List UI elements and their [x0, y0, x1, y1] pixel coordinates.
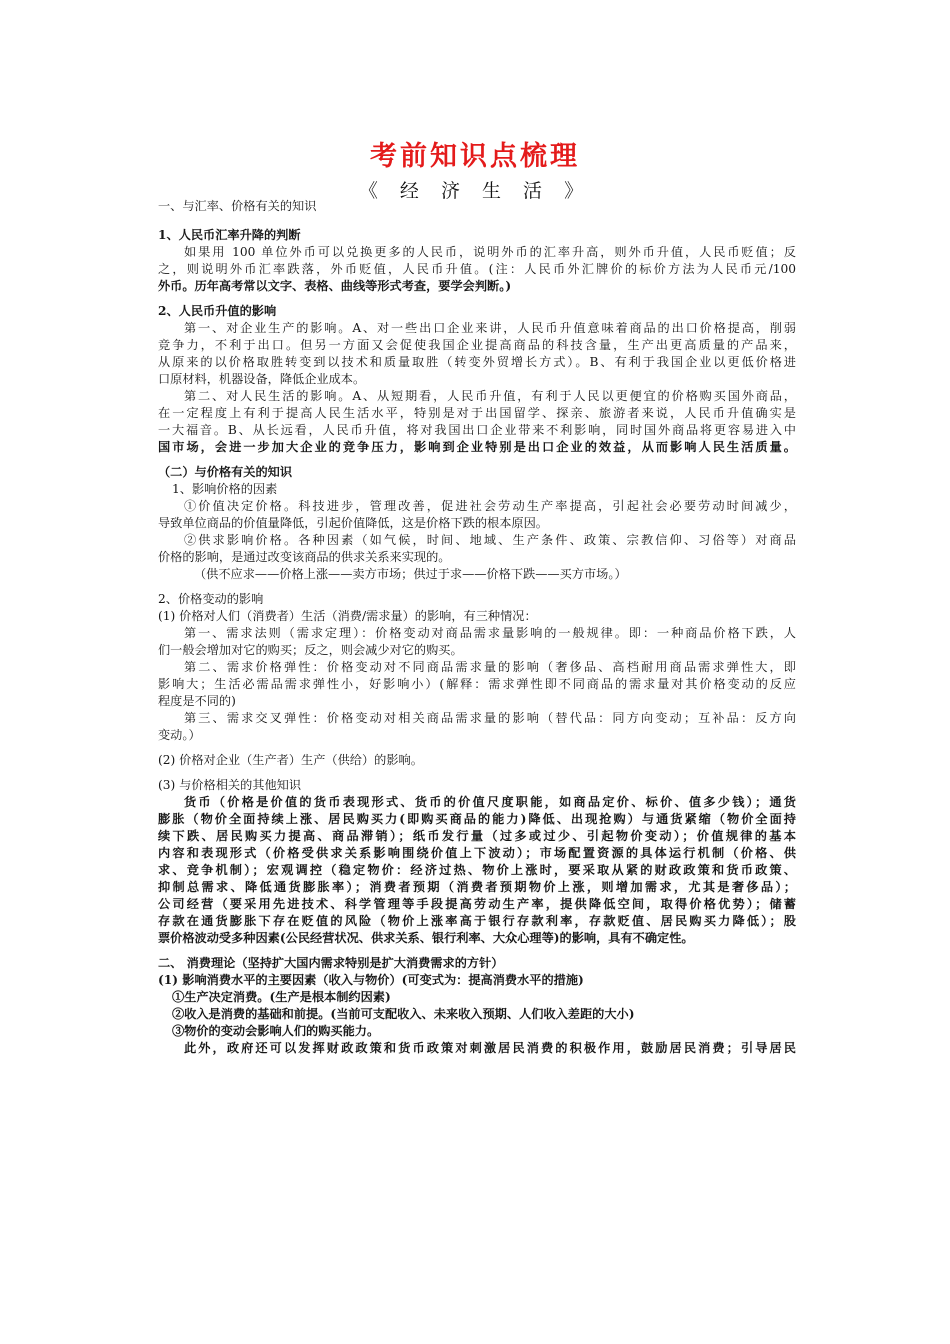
- text-line: 票价格波动受多种因素(公民经营状况、供求关系、银行利率、大众心理等)的影响，具有不确定性。: [158, 931, 694, 945]
- subsection-heading: 1、人民币汇率升降的判断: [158, 228, 301, 242]
- text-line: 货币（价格是价值的货币表现形式、货币的价值尺度职能，如商品定价、标价、值多少钱）；通货: [184, 795, 796, 809]
- text-line: 内容和表现形式（价格受供求关系影响围绕价值上下波动）；市场配置资源的具体运行机制（价格、供: [158, 846, 796, 860]
- text-line: 外币。历年高考常以文字、表格、曲线等形式考查，要学会判断。): [158, 279, 512, 293]
- document-body: [158, 198, 796, 1057]
- subsection-heading: 1、影响价格的因素: [172, 482, 278, 496]
- text-line: 第一、需求法则（需求定理）：价格变动对商品需求量影响的一般规律。即：一种商品价格下跌，人: [184, 626, 796, 640]
- text-line: 变动。）: [158, 728, 201, 742]
- text-line: 导致单位商品的价值量降低，引起价值降低，这是价格下跌的根本原因。: [158, 516, 548, 530]
- section-heading: （二）与价格有关的知识: [158, 465, 293, 479]
- list-item: ①生产决定消费。(生产是根本制约因素): [172, 990, 391, 1004]
- text-line: 抑制总需求、降低通货膨胀率）；消费者预期（消费者预期物价上涨，则增加需求，尤其是奢侈品）；: [158, 880, 796, 894]
- text-line: 此外，政府还可以发挥财政政策和货币政策对刺激居民消费的积极作用，鼓励居民消费；引导居民: [184, 1041, 796, 1055]
- text-line: 影响大；生活必需品需求弹性小，好影响小）(解释：需求弹性即不同商品的需求量对其价格变动的反应: [158, 677, 796, 691]
- subsection-heading: 2、人民币升值的影响: [158, 304, 277, 318]
- subsection-heading: (3) 与价格相关的其他知识: [158, 778, 302, 792]
- text-line: 竞争力，不利于出口。但另一方面又会促使我国企业提高商品的科技含量，生产出更高质量的产品来，: [158, 338, 796, 352]
- text-line: 程度是不同的): [158, 694, 236, 708]
- text-line: ②供求影响价格。各种因素（如气候，时间、地域、生产条件、政策、宗教信仰、习俗等）对商品: [184, 533, 796, 547]
- text-line: (1) 影响消费水平的主要因素（收入与物价）(可变式为：提高消费水平的措施): [158, 973, 584, 987]
- document-subtitle: 《 经 济 生 活 》: [358, 180, 592, 202]
- list-item: ②收入是消费的基础和前提。(当前可支配收入、未来收入预期、人们收入差距的大小): [172, 1007, 635, 1021]
- text-line: 第二、需求价格弹性：价格变动对不同商品需求量的影响（奢侈品、高档耐用商品需求弹性大，即: [184, 660, 796, 674]
- text-line: 续下跌、居民购买力提高、商品滞销）；纸币发行量（过多或过少、引起物价变动）；价值规律的基本: [158, 829, 796, 843]
- text-line: 求、竞争机制）；宏观调控（稳定物价：经济过热、物价上涨时，要采取从紧的财政政策和货币政策、: [158, 863, 796, 877]
- section-heading: 一、与汇率、价格有关的知识: [158, 199, 317, 213]
- text-line: 膨胀（物价全面持续上涨、居民购买力(即购买商品的能力)降低、出现抢购）与通货紧缩（物价全面持: [158, 812, 796, 826]
- section-heading: 二、 消费理论（坚持扩大国内需求特别是扩大消费需求的方针）: [158, 956, 504, 970]
- text-line: 存款在通货膨胀下存在贬值的风险（物价上涨率高于银行存款利率，存款贬值、居民购买力降低）；股: [158, 914, 796, 928]
- document-title: 考前知识点梳理: [370, 141, 580, 172]
- text-line: 从原来的以价格取胜转变到以技术和质量取胜（转变外贸增长方式）。B、有利于我国企业以更低价格进: [158, 355, 796, 369]
- text-line: 第一、对企业生产的影响。A、对一些出口企业来讲，人民币升值意味着商品的出口价格提高，削弱: [184, 321, 796, 335]
- text-line: (1) 价格对人们（消费者）生活（消费/需求量）的影响，有三种情况：: [158, 609, 537, 623]
- text-line: 们一般会增加对它的购买；反之，则会减少对它的购买。: [158, 643, 463, 657]
- list-item: ③物价的变动会影响人们的购买能力。: [172, 1024, 380, 1038]
- text-line: (2) 价格对企业（生产者）生产（供给）的影响。: [158, 753, 423, 767]
- text-line: 一大福音。B、从长远看，人民币升值，将对我国出口企业带来不利影响，同时国外商品将更容易进入中: [158, 423, 796, 437]
- text-line: 第三、需求交叉弹性：价格变动对相关商品需求量的影响（替代品：同方向变动；互补品：反方向: [184, 711, 796, 725]
- text-line: 公司经营（要采用先进技术、科学管理等手段提高劳动生产率，提供降低空间，取得价格优势）；储蓄: [158, 897, 796, 911]
- text-line: 在一定程度上有利于提高人民生活水平，特别是对于出国留学、探亲、旅游者来说，人民币升值确实是: [158, 406, 796, 420]
- text-line: 如果用 100 单位外币可以兑换更多的人民币，说明外币的汇率升高，则外币升值，人民币贬值；反: [184, 245, 796, 259]
- text-line: ①价值决定价格。科技进步，管理改善，促进社会劳动生产率提高，引起社会必要劳动时间减少，: [184, 499, 796, 513]
- text-line: 第二、对人民生活的影响。A、从短期看，人民币升值，有利于人民以更便宜的价格购买国外商品，: [184, 389, 796, 403]
- text-line: 口原材料，机器设备，降低企业成本。: [158, 372, 366, 386]
- text-line: 价格的影响，是通过改变该商品的供求关系来实现的。: [158, 550, 451, 564]
- subsection-heading: 2、价格变动的影响: [158, 592, 264, 606]
- text-line: 之，则说明外币汇率跌落，外币贬值，人民币升值。(注：人民币外汇牌价的标价方法为人民币元/100: [158, 262, 796, 276]
- text-line: 国市场，会进一步加大企业的竞争压力，影响到企业特别是出口企业的效益，从而影响人民生活质量。: [158, 440, 796, 454]
- text-line: （供不应求——价格上涨——卖方市场；供过于求——价格下跌——买方市场。）: [194, 567, 627, 581]
